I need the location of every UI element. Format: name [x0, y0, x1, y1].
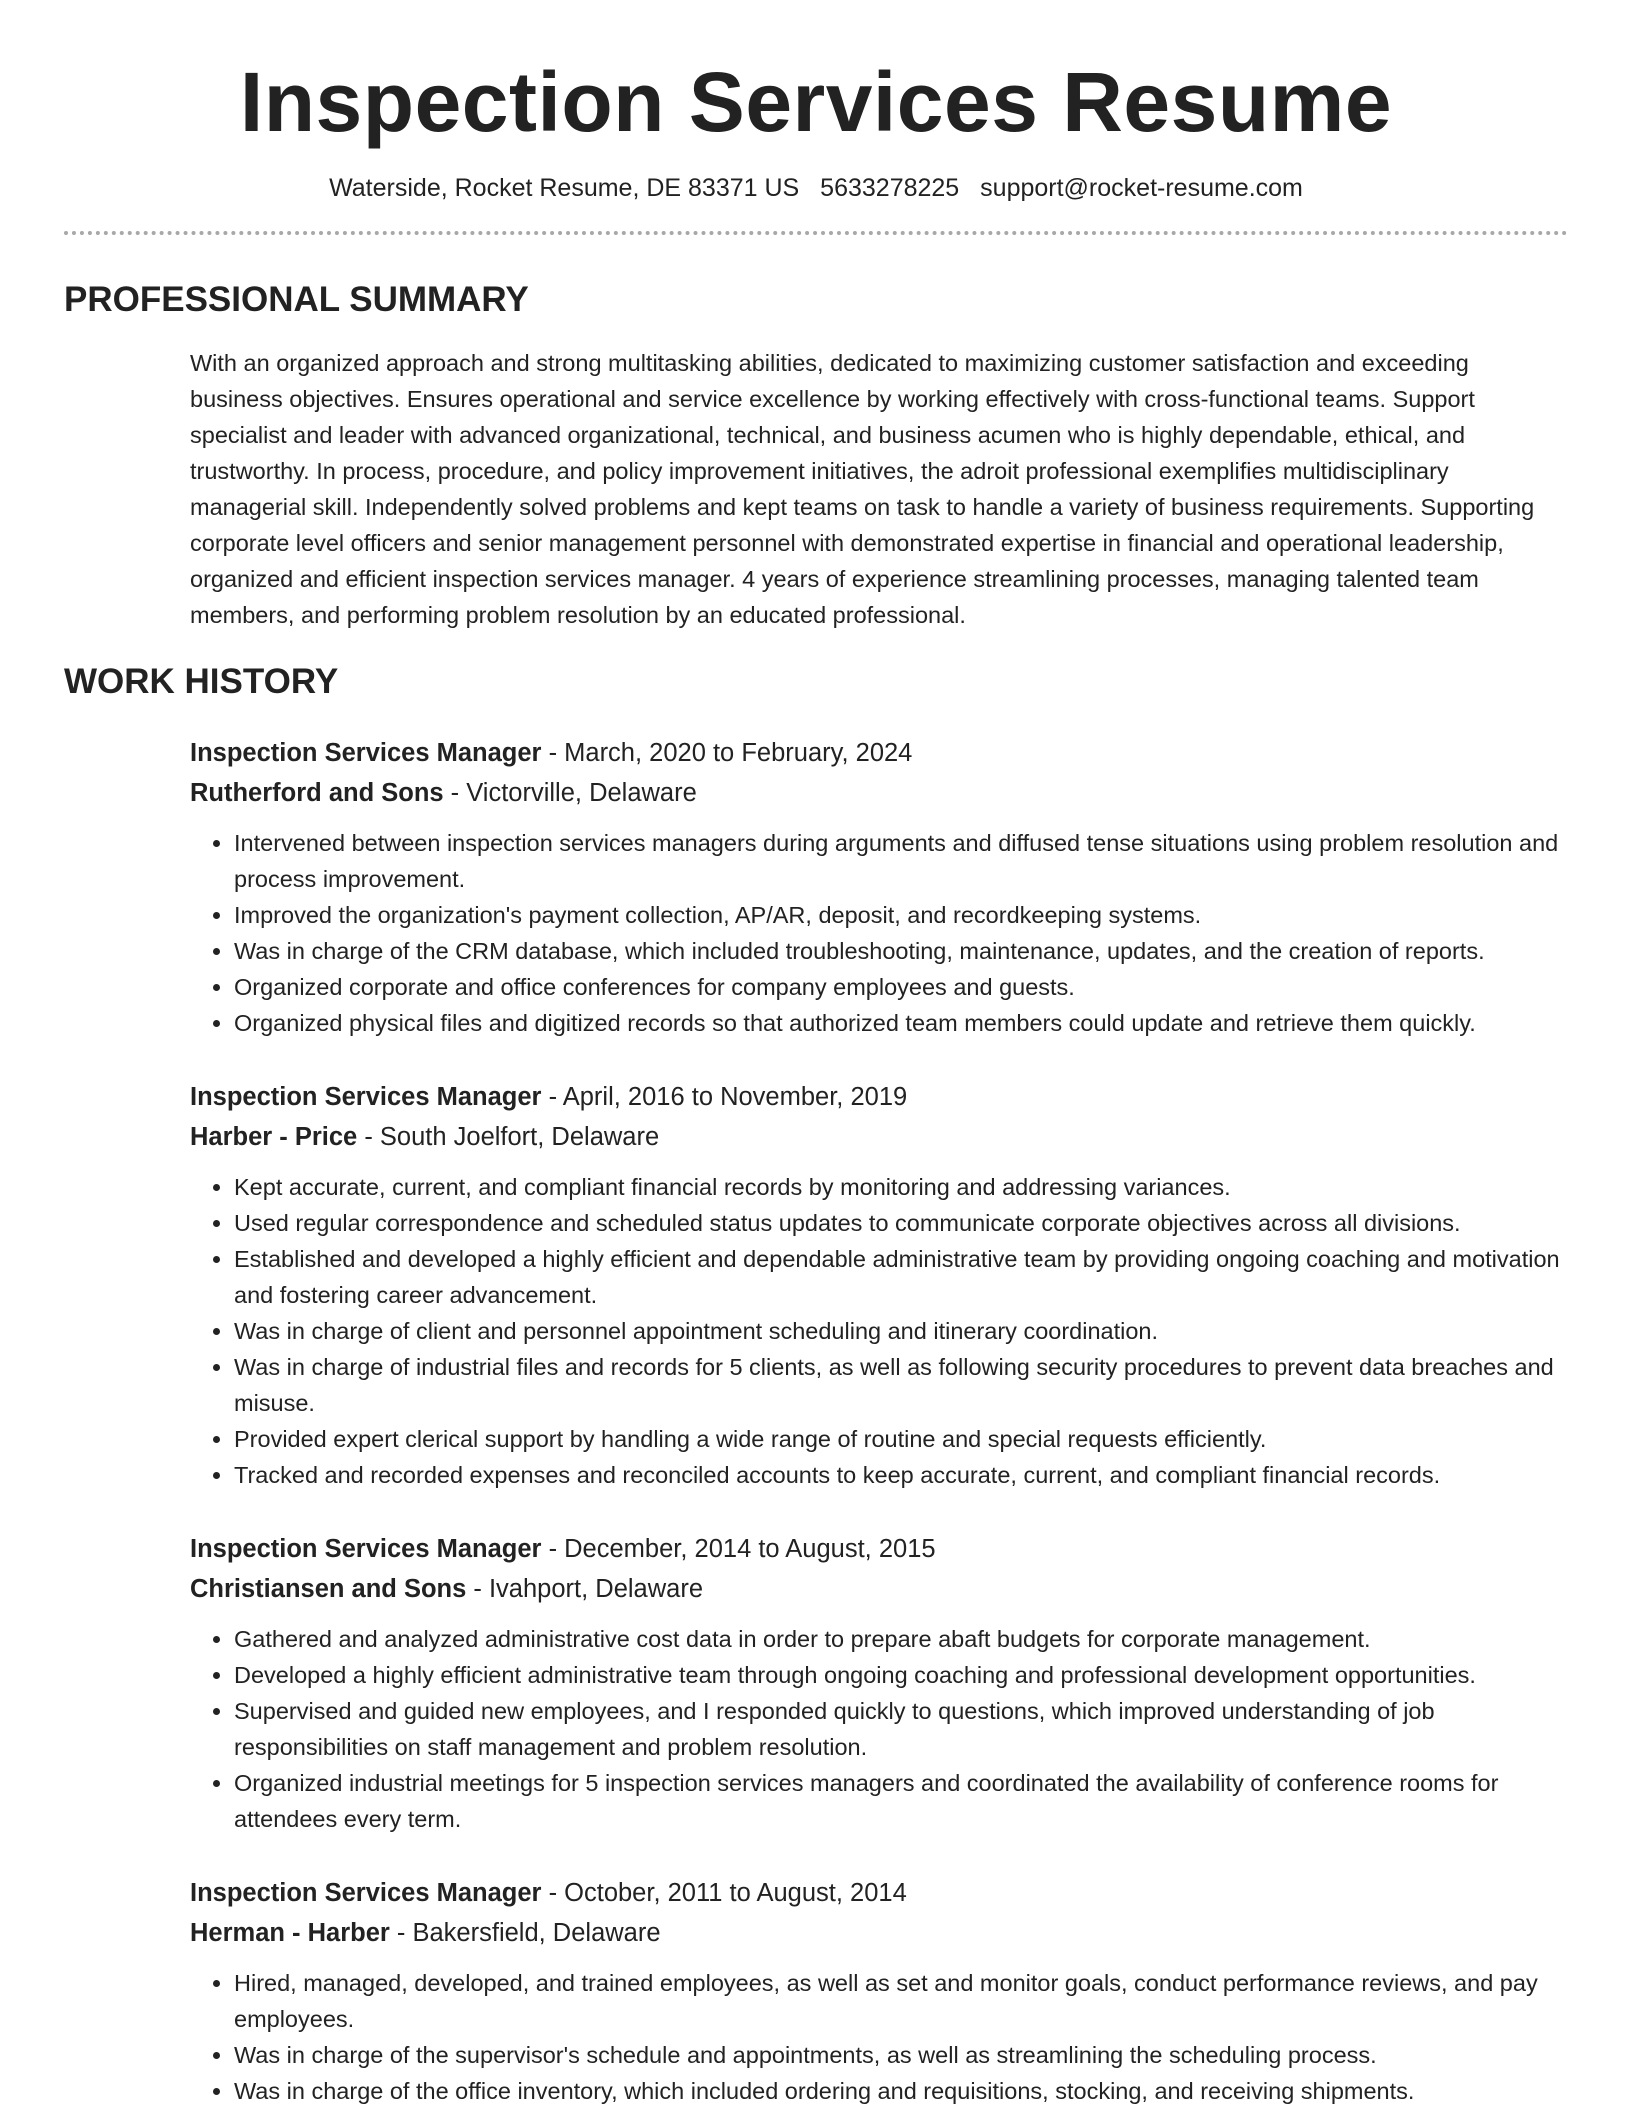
job-dates: - October, 2011 to August, 2014 — [541, 1879, 907, 1907]
job-bullet-list — [190, 825, 1568, 1041]
job-title: Inspection Services Manager — [190, 739, 542, 767]
job-company: Christiansen and Sons — [190, 1575, 467, 1603]
job-bullet: • Tracked and recorded expenses and reconciled accounts to keep accurate, current, and compliant financial records. — [234, 1457, 1568, 1493]
job-company: Rutherford and Sons — [190, 779, 444, 807]
job-bullet-list — [190, 1965, 1568, 2109]
job-location: - Victorville, Delaware — [443, 779, 697, 807]
job-bullet: • Hired, managed, developed, and trained employees, as well as set and monitor goals, conduct performance reviews, and pay employees. — [234, 1965, 1568, 2037]
job-company-line — [190, 1913, 1568, 1953]
job-title-line — [190, 1529, 1568, 1569]
job-bullet: • Developed a highly efficient administrative team through ongoing coaching and professional development opportunities. — [234, 1657, 1568, 1693]
contact-email: support@rocket-resume.com — [980, 174, 1303, 202]
job-entry — [190, 1873, 1568, 2109]
job-title-line — [190, 1077, 1568, 1117]
job-bullet: • Intervened between inspection services managers during arguments and diffused tense situations using problem resolution and process improvement. — [234, 825, 1568, 897]
professional-summary-heading: PROFESSIONAL SUMMARY — [64, 280, 529, 319]
professional-summary-section — [190, 345, 1568, 633]
job-bullet: • Was in charge of industrial files and records for 5 clients, as well as following security procedures to prevent data breaches and misuse. — [234, 1349, 1568, 1421]
resume-title: Inspection Services Resume — [239, 55, 1393, 149]
job-bullet: • Was in charge of client and personnel appointment scheduling and itinerary coordination. — [234, 1313, 1568, 1349]
job-bullet: • Used regular correspondence and scheduled status updates to communicate corporate objectives across all divisions. — [234, 1205, 1568, 1241]
job-bullet: • Was in charge of the CRM database, which included troubleshooting, maintenance, updates, and the creation of reports. — [234, 933, 1568, 969]
job-title: Inspection Services Manager — [190, 1535, 542, 1563]
job-company-line — [190, 1569, 1568, 1609]
job-entry — [190, 733, 1568, 1041]
job-bullet: • Improved the organization's payment collection, AP/AR, deposit, and recordkeeping systems. — [234, 897, 1568, 933]
job-company: Herman - Harber — [190, 1919, 390, 1947]
job-bullet: • Organized industrial meetings for 5 inspection services managers and coordinated the availability of conference rooms for attendees every term. — [234, 1765, 1568, 1837]
job-bullet: • Organized physical files and digitized records so that authorized team members could update and retrieve them quickly. — [234, 1005, 1568, 1041]
job-location: - Bakersfield, Delaware — [389, 1919, 661, 1947]
job-title: Inspection Services Manager — [190, 1879, 542, 1907]
job-bullet: • Established and developed a highly efficient and dependable administrative team by providing ongoing coaching and motivation and fostering career advancement. — [234, 1241, 1568, 1313]
contact-address: Waterside, Rocket Resume, DE 83371 US — [329, 174, 800, 202]
job-company-line — [190, 1117, 1568, 1157]
job-bullet-list — [190, 1169, 1568, 1493]
job-dates: - March, 2020 to February, 2024 — [541, 739, 913, 767]
job-bullet: • Kept accurate, current, and compliant financial records by monitoring and addressing variances. — [234, 1169, 1568, 1205]
job-bullet: • Supervised and guided new employees, and I responded quickly to questions, which improved understanding of job responsibilities on staff management and problem resolution. — [234, 1693, 1568, 1765]
job-title: Inspection Services Manager — [190, 1083, 542, 1111]
contact-phone: 5633278225 — [820, 174, 960, 202]
job-bullet: • Organized corporate and office conferences for company employees and guests. — [234, 969, 1568, 1005]
job-location: - Ivahport, Delaware — [466, 1575, 703, 1603]
summary-text: With an organized approach and strong multitasking abilities, dedicated to maximizing customer satisfaction and exceeding business objectives. Ensures operational and service excellence by working effectively with cross-functional teams. Support specialist and leader with advanced organizational, technical, and business acumen who is highly dependable, ethical, and trustworthy. In process, procedure, and policy improvement initiatives, the adroit professional exemplifies multidisciplinary managerial skill. Independently solved problems and kept teams on task to handle a variety of business requirements. Supporting corporate level officers and senior management personnel with demonstrated expertise in financial and operational leadership, organized and efficient inspection services manager. 4 years of experience streamlining processes, managing talented team members, and performing problem resolution by an educated professional. — [190, 350, 1535, 628]
contact-info — [64, 174, 1568, 203]
header-divider — [64, 231, 1568, 235]
job-title-line — [190, 733, 1568, 773]
job-dates: - December, 2014 to August, 2015 — [541, 1535, 936, 1563]
job-dates: - April, 2016 to November, 2019 — [541, 1083, 908, 1111]
job-bullet: • Was in charge of the supervisor's schedule and appointments, as well as streamlining the scheduling process. — [234, 2037, 1568, 2073]
job-company-line — [190, 773, 1568, 813]
work-history-section — [190, 733, 1568, 2109]
job-bullet: • Gathered and analyzed administrative cost data in order to prepare abaft budgets for corporate management. — [234, 1621, 1568, 1657]
job-title-line — [190, 1873, 1568, 1913]
job-bullet: • Provided expert clerical support by handling a wide range of routine and special requests efficiently. — [234, 1421, 1568, 1457]
job-location: - South Joelfort, Delaware — [357, 1123, 660, 1151]
job-entry — [190, 1077, 1568, 1493]
job-bullet-list — [190, 1621, 1568, 1837]
job-entry — [190, 1529, 1568, 1837]
work-history-heading: WORK HISTORY — [64, 662, 339, 701]
job-company: Harber - Price — [190, 1123, 358, 1151]
job-bullet: • Was in charge of the office inventory, which included ordering and requisitions, stocking, and receiving shipments. — [234, 2073, 1568, 2109]
